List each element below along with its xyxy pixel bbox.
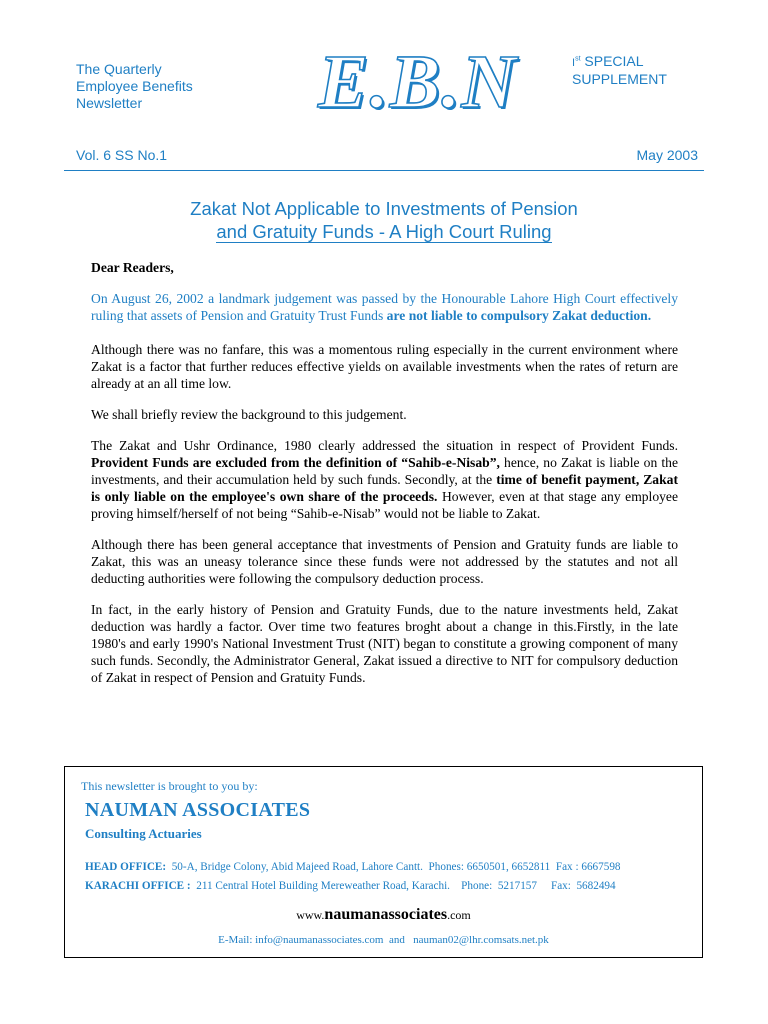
- issue-date: May 2003: [636, 147, 698, 163]
- headline-line1: Zakat Not Applicable to Investments of Pension: [190, 198, 578, 219]
- header-divider: [64, 170, 704, 171]
- p4-bold-b: Provident Funds are excluded from the definition of “Sahib-e-Nisab”,: [91, 455, 500, 470]
- p4-bold-d: time of benefit payment, Zakat is only liable on the employee's own share of the proceeds.: [91, 472, 678, 504]
- intro-text: On August 26, 2002 a landmark judgement was passed by the Honourable Lahore High Court effectively ruling that assets of Pension and Gratuity Trust Funds: [91, 291, 678, 323]
- description-line: The Quarterly: [76, 61, 162, 77]
- paragraph-3: We shall briefly review the background to this judgement.: [91, 407, 407, 422]
- supplement-superscript: st: [575, 55, 581, 63]
- p4-text-c: hence, no Zakat is liable on the investments, and their accumulation held by such funds. Secondly, at the: [91, 455, 678, 487]
- paragraph-5: Although there has been general acceptance that investments of Pension and Gratuity funds are liable to Zakat, this was an uneasy tolerance since these funds were not addressed by the statutes and not all deducting authorities were following the compulsory deduction process.: [91, 537, 678, 586]
- description-line: Employee Benefits: [76, 78, 193, 94]
- supplement-line1: SPECIAL: [584, 53, 644, 69]
- p4-text-e: However, even at that stage any employee proving himself/herself of not being “Sahib-e-Nisab” would not be liable to Zakat.: [91, 489, 678, 521]
- karachi-office-label: KARACHI OFFICE :: [85, 880, 191, 892]
- paragraph-6: In fact, in the early history of Pension and Gratuity Funds, due to the nature investments held, Zakat deduction was hardly a factor. Over time two features broght about a change in this.Firstly, in the late 1980's and early 1990's National Investment Trust (NIT) began to constitute a growing component of many such funds. Secondly, the Administrator General, Zakat issued a directive to NIT for compulsory deduction of Zakat in respect of Pension and Gratuity Funds.: [91, 602, 678, 685]
- supplement-ordinal: I: [572, 57, 576, 69]
- p4-text-a: The Zakat and Ushr Ordinance, 1980 clearly addressed the situation in respect of Provident Funds.: [91, 438, 678, 453]
- website-link[interactable]: [65, 906, 702, 924]
- web-domain: naumanassociates: [324, 906, 448, 923]
- firm-name: NAUMAN ASSOCIATES: [85, 799, 311, 821]
- sponsor-box: [64, 766, 703, 958]
- paragraph-2: Although there was no fanfare, this was a momentous ruling especially in the current environment where Zakat is a factor that further reduces effective yields on available investments when the rates of return are already at an all time low.: [91, 342, 678, 391]
- intro-bold: are not liable to compulsory Zakat deduction.: [386, 308, 652, 323]
- article-headline: [64, 197, 704, 243]
- head-office-address: 50-A, Bridge Colony, Abid Majeed Road, Lahore Cantt. Phones: 6650501, 6652811 Fax : 6667598: [166, 861, 621, 873]
- karachi-office-line: [85, 880, 616, 892]
- karachi-office-address: 211 Central Hotel Building Mereweather Road, Karachi. Phone: 5217157 Fax: 5682494: [190, 880, 616, 892]
- firm-tagline: Consulting Actuaries: [85, 826, 202, 841]
- paragraph-4: [91, 437, 678, 522]
- supplement-line2: SUPPLEMENT: [572, 71, 667, 87]
- head-office-line: [85, 861, 621, 873]
- intro-paragraph: [91, 290, 678, 324]
- web-suffix: .com: [447, 908, 471, 922]
- headline-line2: and Gratuity Funds - A High Court Ruling: [216, 221, 552, 242]
- greeting: Dear Readers,: [91, 260, 174, 275]
- volume-label: Vol. 6 SS No.1: [76, 147, 168, 163]
- description-line: Newsletter: [76, 95, 143, 111]
- brought-by-text: This newsletter is brought to you by:: [81, 779, 258, 793]
- email-contact[interactable]: E-Mail: info@naumanassociates.com and nauman02@lhr.comsats.net.pk: [218, 934, 549, 946]
- article-body: [91, 259, 678, 700]
- newsletter-description: [76, 61, 193, 112]
- supplement-label: [572, 53, 667, 87]
- web-prefix: www.: [296, 908, 325, 922]
- head-office-label: HEAD OFFICE:: [85, 861, 167, 873]
- ebn-logo: E.B.N: [318, 40, 518, 124]
